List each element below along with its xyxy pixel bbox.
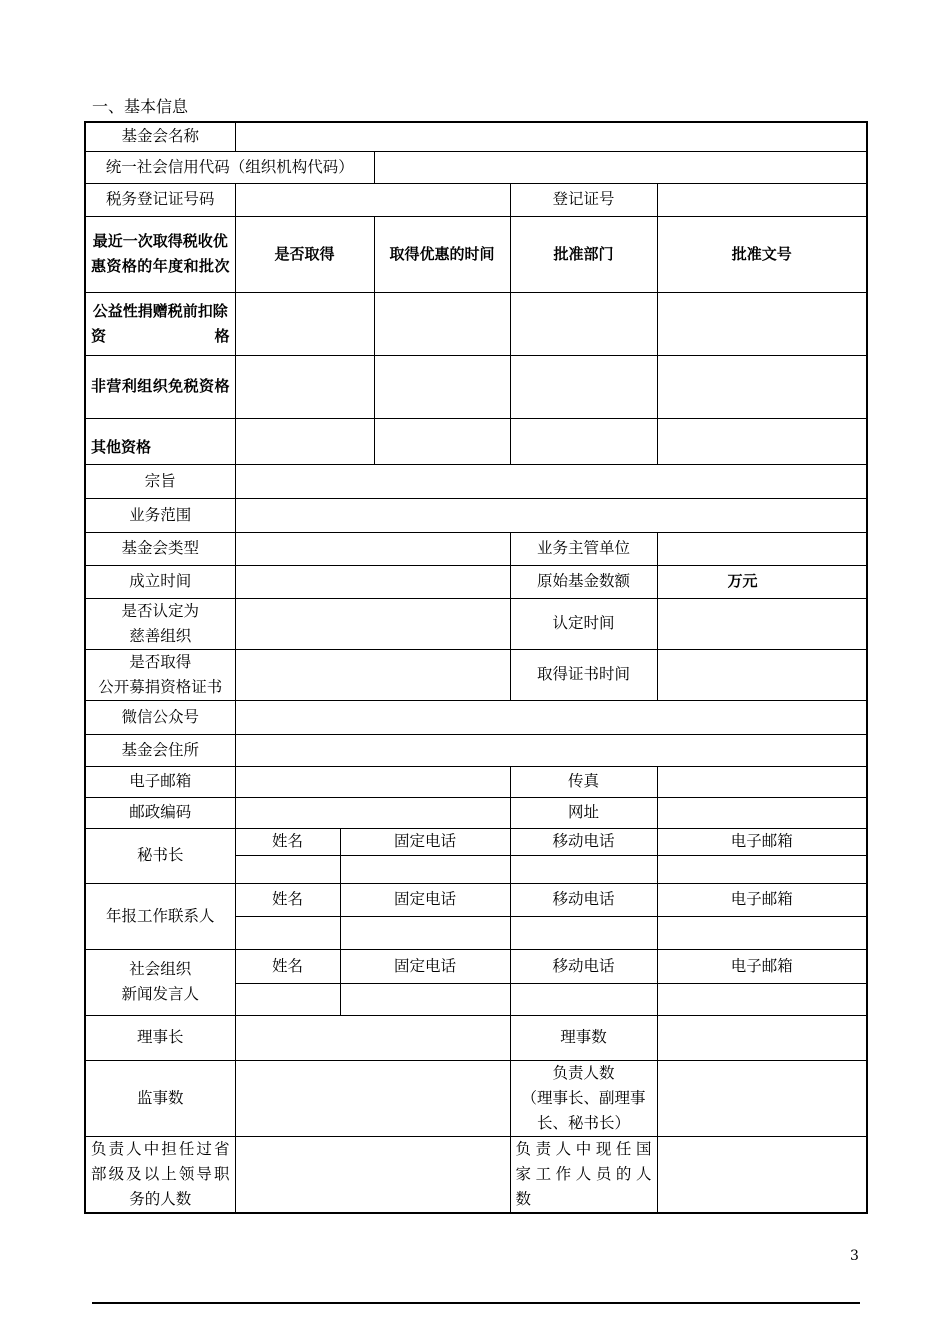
label-business-scope: 业务范围 bbox=[85, 498, 235, 532]
label-spokesperson bbox=[85, 949, 235, 1015]
col-mobile: 移动电话 bbox=[510, 883, 657, 916]
input-other-time[interactable] bbox=[374, 418, 510, 464]
input-chairman[interactable] bbox=[235, 1015, 510, 1060]
input-other-obtained[interactable] bbox=[235, 418, 374, 464]
col-email: 电子邮箱 bbox=[657, 828, 867, 855]
input-contact-landline[interactable] bbox=[340, 916, 510, 949]
input-charity-recognized[interactable] bbox=[235, 598, 510, 649]
input-spokesperson-name[interactable] bbox=[235, 983, 340, 1015]
label-leaders-count-line2: （理事长、副理事 bbox=[521, 1088, 646, 1107]
label-leaders-count bbox=[510, 1060, 657, 1136]
col-obtained: 是否取得 bbox=[235, 216, 374, 292]
input-deduction-dept[interactable] bbox=[510, 292, 657, 355]
label-fax: 传真 bbox=[510, 766, 657, 797]
label-leaders-state-line2: 家工作人员的人 bbox=[515, 1164, 652, 1183]
input-credit-code[interactable] bbox=[374, 151, 867, 183]
label-supervising-unit: 业务主管单位 bbox=[510, 532, 657, 565]
page-number: 3 bbox=[850, 1248, 859, 1264]
label-website: 网址 bbox=[510, 797, 657, 828]
label-leaders-provincial bbox=[85, 1136, 235, 1213]
footer-rule bbox=[92, 1302, 860, 1304]
input-spokesperson-mobile[interactable] bbox=[510, 983, 657, 1015]
input-founded-time[interactable] bbox=[235, 565, 510, 598]
input-foundation-name[interactable] bbox=[235, 122, 867, 151]
col-approval-doc-no: 批准文号 bbox=[657, 216, 867, 292]
label-spokesperson-line2: 新闻发言人 bbox=[121, 985, 199, 1003]
input-spokesperson-landline[interactable] bbox=[340, 983, 510, 1015]
input-leaders-count[interactable] bbox=[657, 1060, 867, 1136]
label-report-contact: 年报工作联系人 bbox=[85, 883, 235, 949]
col-landline: 固定电话 bbox=[340, 949, 510, 983]
col-landline: 固定电话 bbox=[340, 828, 510, 855]
input-secretary-email[interactable] bbox=[657, 855, 867, 883]
input-email[interactable] bbox=[235, 766, 510, 797]
label-public-fundraising bbox=[85, 649, 235, 700]
input-exemption-obtained[interactable] bbox=[235, 355, 374, 418]
label-wechat: 微信公众号 bbox=[85, 700, 235, 734]
input-secretary-name[interactable] bbox=[235, 855, 340, 883]
label-chairman: 理事长 bbox=[85, 1015, 235, 1060]
input-deduction-time[interactable] bbox=[374, 292, 510, 355]
input-fax[interactable] bbox=[657, 766, 867, 797]
input-tax-reg-no[interactable] bbox=[235, 183, 510, 216]
label-original-fund: 原始基金数额 bbox=[510, 565, 657, 598]
input-deduction-obtained[interactable] bbox=[235, 292, 374, 355]
label-other-qualifications: 其他资格 bbox=[85, 418, 235, 464]
label-public-fundraising-line2: 公开募捐资格证书 bbox=[98, 677, 223, 696]
col-name: 姓名 bbox=[235, 949, 340, 983]
label-certificate-time: 取得证书时间 bbox=[510, 649, 657, 700]
input-supervisor-count[interactable] bbox=[235, 1060, 510, 1136]
label-public-welfare-deduction: 公益性捐赠税前扣除资格 bbox=[85, 292, 235, 355]
label-address: 基金会住所 bbox=[85, 734, 235, 766]
input-postcode[interactable] bbox=[235, 797, 510, 828]
label-founded-time: 成立时间 bbox=[85, 565, 235, 598]
input-exemption-time[interactable] bbox=[374, 355, 510, 418]
label-credit-code: 统一社会信用代码（组织机构代码） bbox=[85, 151, 374, 183]
input-supervising-unit[interactable] bbox=[657, 532, 867, 565]
label-email: 电子邮箱 bbox=[85, 766, 235, 797]
input-contact-email[interactable] bbox=[657, 916, 867, 949]
label-postcode: 邮政编码 bbox=[85, 797, 235, 828]
label-leaders-state-line1: 负责人中现任国 bbox=[515, 1139, 652, 1158]
input-exemption-dept[interactable] bbox=[510, 355, 657, 418]
label-recognition-time: 认定时间 bbox=[510, 598, 657, 649]
label-leaders-state-line3: 数 bbox=[515, 1189, 532, 1208]
section-title: 一、基本信息 bbox=[92, 97, 189, 116]
input-purpose[interactable] bbox=[235, 464, 867, 498]
label-leaders-provincial-line3: 务的人数 bbox=[129, 1189, 192, 1208]
label-charity-recognized bbox=[85, 598, 235, 649]
input-exemption-doc-no[interactable] bbox=[657, 355, 867, 418]
col-mobile: 移动电话 bbox=[510, 949, 657, 983]
label-supervisor-count: 监事数 bbox=[85, 1060, 235, 1136]
label-leaders-count-line3: 长、秘书长） bbox=[536, 1113, 630, 1132]
label-leaders-count-line1: 负责人数 bbox=[552, 1063, 615, 1082]
col-email: 电子邮箱 bbox=[657, 883, 867, 916]
input-reg-cert-no[interactable] bbox=[657, 183, 867, 216]
input-secretary-mobile[interactable] bbox=[510, 855, 657, 883]
label-director-count: 理事数 bbox=[510, 1015, 657, 1060]
input-spokesperson-email[interactable] bbox=[657, 983, 867, 1015]
label-leaders-provincial-line2: 部级及以上领导职 bbox=[91, 1164, 230, 1183]
label-charity-recognized-line1: 是否认定为 bbox=[121, 601, 199, 620]
input-recognition-time[interactable] bbox=[657, 598, 867, 649]
input-other-dept[interactable] bbox=[510, 418, 657, 464]
col-approval-dept: 批准部门 bbox=[510, 216, 657, 292]
input-business-scope[interactable] bbox=[235, 498, 867, 532]
label-foundation-type: 基金会类型 bbox=[85, 532, 235, 565]
label-reg-cert-no: 登记证号 bbox=[510, 183, 657, 216]
label-secretary-general: 秘书长 bbox=[85, 828, 235, 883]
col-email: 电子邮箱 bbox=[657, 949, 867, 983]
label-leaders-state bbox=[510, 1136, 657, 1213]
input-foundation-type[interactable] bbox=[235, 532, 510, 565]
label-public-fundraising-line1: 是否取得 bbox=[129, 652, 192, 671]
original-fund-unit: 万元 bbox=[657, 565, 867, 598]
input-certificate-time[interactable] bbox=[657, 649, 867, 700]
col-name: 姓名 bbox=[235, 828, 340, 855]
input-wechat[interactable] bbox=[235, 700, 867, 734]
label-tax-reg-no: 税务登记证号码 bbox=[85, 183, 235, 216]
col-mobile: 移动电话 bbox=[510, 828, 657, 855]
input-website[interactable] bbox=[657, 797, 867, 828]
col-pref-time: 取得优惠的时间 bbox=[374, 216, 510, 292]
col-landline: 固定电话 bbox=[340, 883, 510, 916]
input-secretary-landline[interactable] bbox=[340, 855, 510, 883]
input-deduction-doc-no[interactable] bbox=[657, 292, 867, 355]
input-contact-mobile[interactable] bbox=[510, 916, 657, 949]
input-director-count[interactable] bbox=[657, 1015, 867, 1060]
input-leaders-provincial[interactable] bbox=[235, 1136, 510, 1213]
input-address[interactable] bbox=[235, 734, 867, 766]
label-tax-pref-header: 最近一次取得税收优惠资格的年度和批次 bbox=[85, 216, 235, 292]
input-public-fundraising[interactable] bbox=[235, 649, 510, 700]
label-foundation-name: 基金会名称 bbox=[85, 122, 235, 151]
label-nonprofit-exemption: 非营利组织免税资格 bbox=[85, 355, 235, 418]
basic-info-table bbox=[84, 121, 868, 1214]
input-leaders-state[interactable] bbox=[657, 1136, 867, 1213]
label-purpose: 宗旨 bbox=[85, 464, 235, 498]
label-charity-recognized-line2: 慈善组织 bbox=[129, 626, 192, 645]
input-contact-name[interactable] bbox=[235, 916, 340, 949]
input-other-doc-no[interactable] bbox=[657, 418, 867, 464]
col-name: 姓名 bbox=[235, 883, 340, 916]
label-spokesperson-line1: 社会组织 bbox=[129, 960, 192, 978]
label-leaders-provincial-line1: 负责人中担任过省 bbox=[91, 1139, 230, 1158]
